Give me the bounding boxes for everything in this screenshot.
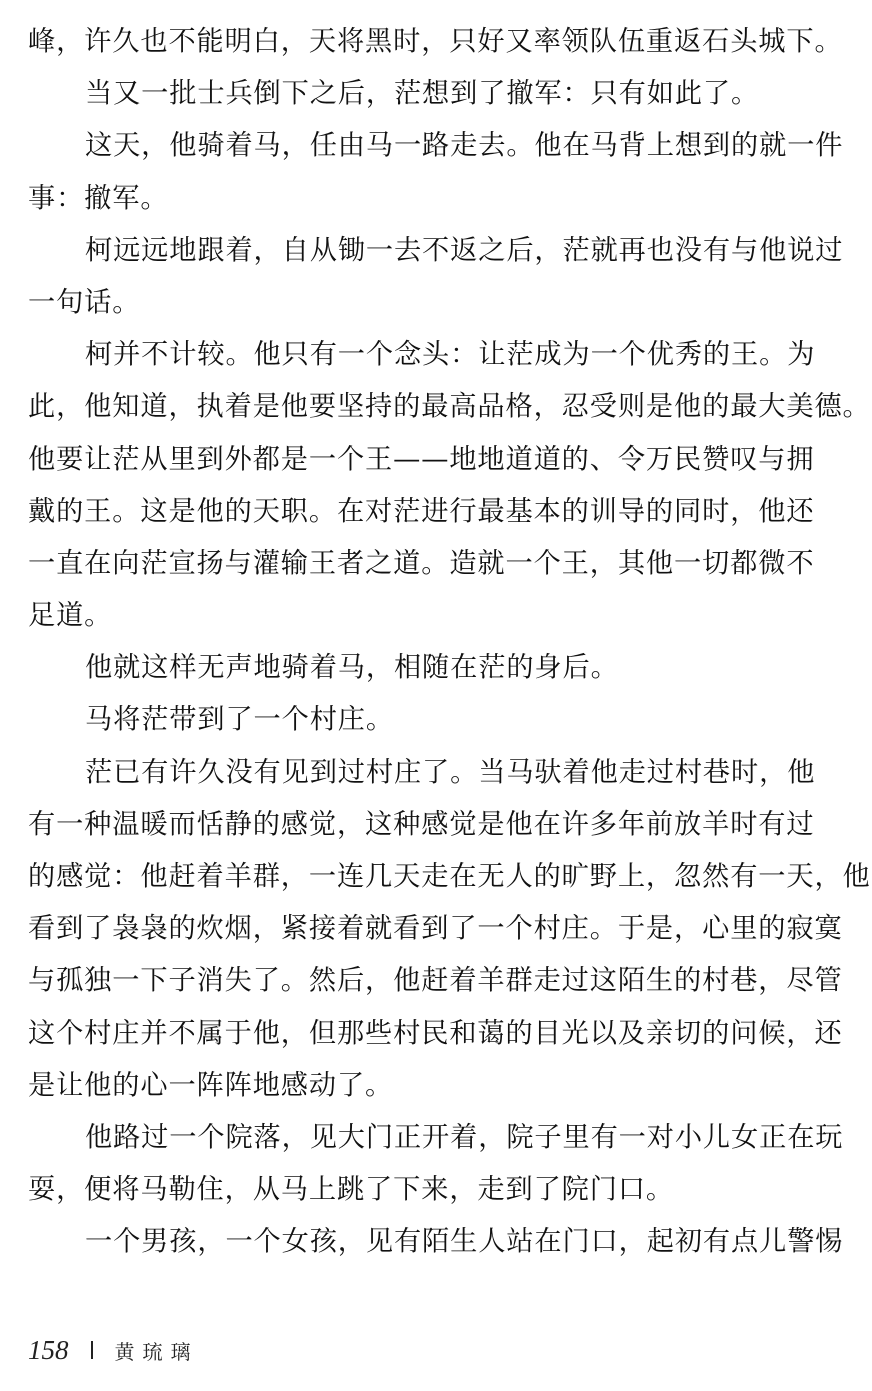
text-line: 是让他的心一阵阵地感动了。 bbox=[28, 1069, 394, 1101]
book-title: 黄琉璃 bbox=[114, 1339, 199, 1364]
text-line: 当又一批士兵倒下之后，茫想到了撤军：只有如此了。 bbox=[85, 78, 760, 110]
text-line: 戴的王。这是他的天职。在对茫进行最基本的训导的同时，他还 bbox=[28, 495, 815, 527]
text-line: 事：撤军。 bbox=[28, 182, 169, 214]
text-line: 这天，他骑着马，任由马一路走去。他在马背上想到的就一件 bbox=[85, 130, 844, 162]
footer-divider bbox=[91, 1341, 93, 1359]
text-line: 马将茫带到了一个村庄。 bbox=[85, 704, 394, 736]
text-line: 看到了袅袅的炊烟，紧接着就看到了一个村庄。于是，心里的寂寞 bbox=[28, 913, 843, 945]
text-line: 一句话。 bbox=[28, 286, 141, 318]
text-line: 他就这样无声地骑着马，相随在茫的身后。 bbox=[85, 652, 619, 684]
text-line: 他路过一个院落，见大门正开着，院子里有一对小儿女正在玩 bbox=[85, 1121, 844, 1153]
text-line: 一直在向茫宣扬与灌输王者之道。造就一个王，其他一切都微不 bbox=[28, 547, 815, 579]
text-line: 足道。 bbox=[28, 600, 113, 632]
page-body bbox=[28, 16, 871, 1269]
text-line: 的感觉：他赶着羊群，一连几天走在无人的旷野上，忽然有一天，他 bbox=[28, 861, 871, 892]
text-line: 一个男孩，一个女孩，见有陌生人站在门口，起初有点儿警惕 bbox=[85, 1226, 844, 1258]
page-footer bbox=[28, 1330, 199, 1370]
page-number: 158 bbox=[28, 1334, 69, 1365]
text-line: 与孤独一下子消失了。然后，他赶着羊群走过这陌生的村巷，尽管 bbox=[28, 965, 843, 997]
text-line: 这个村庄并不属于他，但那些村民和蔼的目光以及亲切的问候，还 bbox=[28, 1017, 843, 1049]
text-line: 有一种温暖而恬静的感觉，这种感觉是他在许多年前放羊时有过 bbox=[28, 808, 815, 840]
text-line: 他要让茫从里到外都是一个王——地地道道的、令万民赞叹与拥 bbox=[28, 443, 815, 475]
text-line: 柯远远地跟着，自从锄一去不返之后，茫就再也没有与他说过 bbox=[85, 234, 844, 266]
text-line: 茫已有许久没有见到过村庄了。当马驮着他走过村巷时，他 bbox=[85, 756, 816, 788]
text-line: 耍，便将马勒住，从马上跳了下来，走到了院门口。 bbox=[28, 1174, 675, 1206]
text-line: 峰，许久也不能明白，天将黑时，只好又率领队伍重返石头城下。 bbox=[28, 26, 843, 57]
text-line: 此，他知道，执着是他要坚持的最高品格，忍受则是他的最大美德。 bbox=[28, 391, 871, 423]
text-line: 柯并不计较。他只有一个念头：让茫成为一个优秀的王。为 bbox=[85, 339, 816, 371]
